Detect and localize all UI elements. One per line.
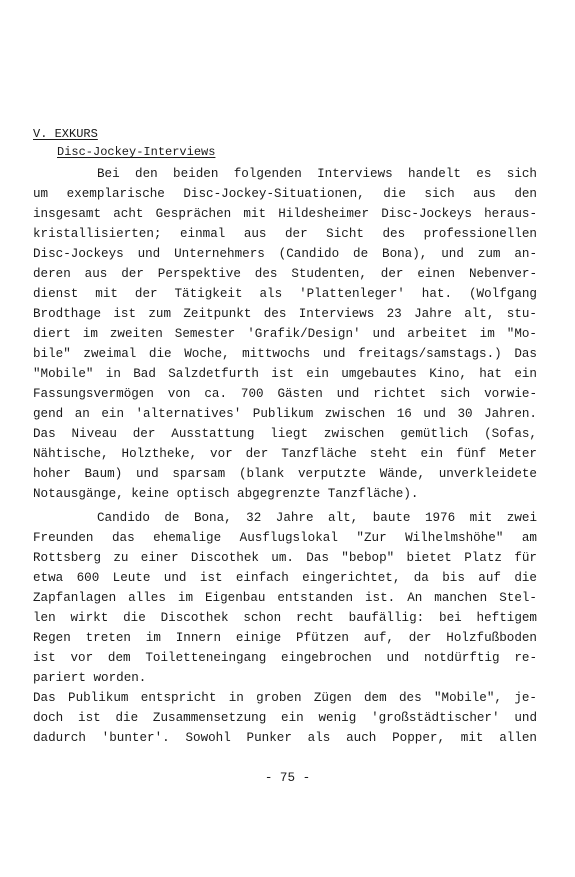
body-line: ist vor dem Toiletteneingang eingebrochen und notdürftig re- [33, 651, 537, 665]
body-line: Freunden das ehemalige Ausflugslokal "Zur Wilhelmshöhe" am [33, 531, 537, 545]
body-line: gend an ein 'alternatives' Publikum zwischen 16 und 30 Jahren. [33, 407, 537, 421]
body-line: kristallisierten; einmal aus der Sicht des professionellen [33, 227, 537, 241]
body-line: dienst mit der Tätigkeit als 'Plattenleger' hat. (Wolfgang [33, 287, 537, 301]
body-line: Das Niveau der Ausstattung liegt zwischen gemütlich (Sofas, [33, 427, 537, 441]
body-line: etwa 600 Leute und ist einfach eingerichtet, da bis auf die [33, 571, 537, 585]
body-line: Nähtische, Holztheke, vor der Tanzfläche steht ein fünf Meter [33, 447, 537, 461]
body-line: Bei den beiden folgenden Interviews handelt es sich [97, 167, 537, 181]
body-line: len wirkt die Discothek schon recht baufällig: bei heftigem [33, 611, 537, 625]
body-line: Rottsberg zu einer Discothek um. Das "bebop" bietet Platz für [33, 551, 537, 565]
body-line: insgesamt acht Gesprächen mit Hildesheimer Disc-Jockeys heraus- [33, 207, 537, 221]
body-line: Zapfanlagen alles im Eigenbau entstanden ist. An manchen Stel- [33, 591, 537, 605]
body-line: Disc-Jockeys und Unternehmers (Candido de Bona), und zum an- [33, 247, 537, 261]
body-line: Notausgänge, keine optisch abgegrenzte Tanzfläche). [33, 487, 419, 501]
body-line: doch ist die Zusammensetzung ein wenig 'großstädtischer' und [33, 711, 537, 725]
page-number: - 75 - [264, 771, 311, 785]
body-line: pariert worden. [33, 671, 147, 685]
body-line: Fassungsvermögen von ca. 700 Gästen und richtet sich vorwie- [33, 387, 537, 401]
body-line: deren aus der Perspektive des Studenten, der einen Nebenver- [33, 267, 537, 281]
body-line: Das Publikum entspricht in groben Zügen dem des "Mobile", je- [33, 691, 537, 705]
body-line: um exemplarische Disc-Jockey-Situationen, die sich aus den [33, 187, 537, 201]
body-line: bile" zweimal die Woche, mittwochs und freitags/samstags.) Das [33, 347, 537, 361]
section-heading: V. EXKURS [33, 127, 98, 141]
body-line: dadurch 'bunter'. Sowohl Punker als auch Popper, mit allen [33, 731, 537, 745]
body-line: "Mobile" in Bad Salzdetfurth ist ein umgebautes Kino, hat ein [33, 367, 537, 381]
body-line: hoher Baum) und sparsam (blank verputzte Wände, unverkleidete [33, 467, 537, 481]
section-subheading: Disc-Jockey-Interviews [57, 145, 216, 159]
body-line: Brodthage ist zum Zeitpunkt des Interviews 23 Jahre alt, stu- [33, 307, 537, 321]
body-line: Candido de Bona, 32 Jahre alt, baute 1976 mit zwei [97, 511, 537, 525]
body-line: diert im zweiten Semester 'Grafik/Design' und arbeitet im "Mo- [33, 327, 537, 341]
body-line: Regen treten im Innern einige Pfützen auf, der Holzfußboden [33, 631, 537, 645]
